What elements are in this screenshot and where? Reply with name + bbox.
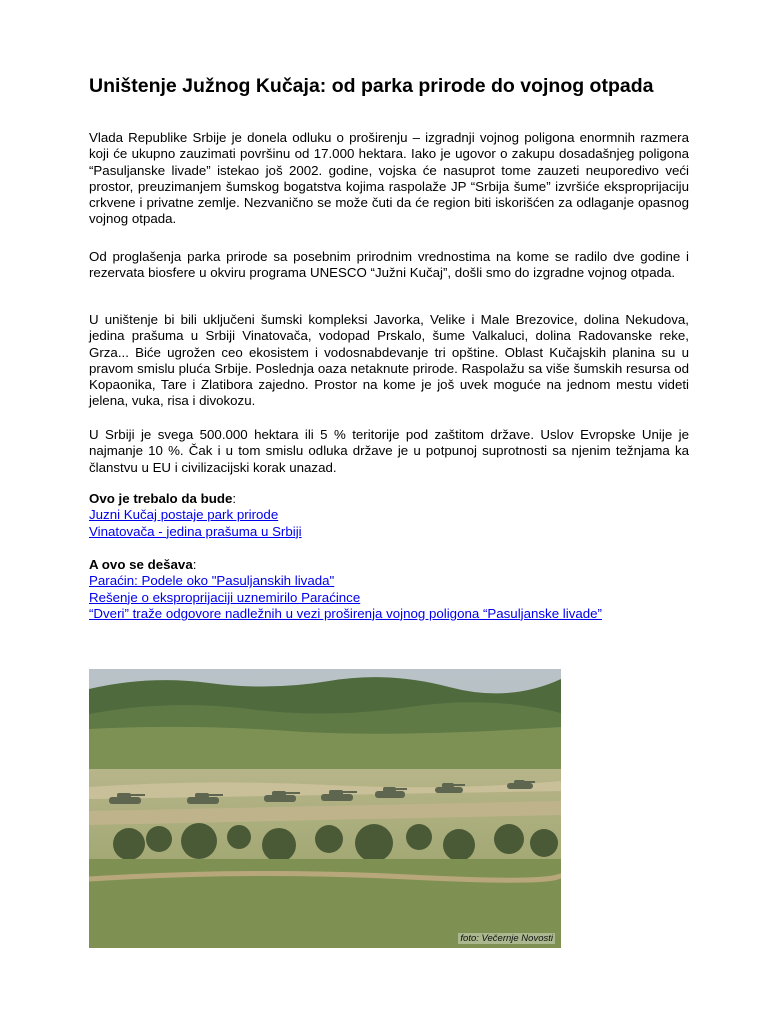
tanks-landscape-photo xyxy=(89,669,561,948)
section-should-be xyxy=(89,491,689,540)
section-happening xyxy=(89,557,689,622)
link-paracin-podele[interactable]: Paraćin: Podele oko "Pasuljanskih livada" xyxy=(89,573,335,589)
link-dveri-traze[interactable]: “Dveri” traže odgovore nadležnih u vezi proširenja vojnog poligona “Pasuljanske livade” xyxy=(89,605,602,621)
paragraph-4: U Srbiji je svega 500.000 hektara ili 5 % teritorije pod zaštitom države. Uslov Evropske Unije je najmanje 10 %. Čak i u tom smislu odluka države je u potpunoj suprotnosti sa njenim težnjama ka članstvu u EU i civilizacijski korak unazad. xyxy=(89,427,689,475)
section-heading-should-be: Ovo je trebalo da bude: xyxy=(89,491,237,506)
page-title: Uništenje Južnog Kučaja: od parka prirode do vojnog otpada xyxy=(89,75,654,97)
paragraph-2: Od proglašenja parka prirode sa posebnim prirodnim vrednostima na kome se radilo dve godine i rezervata biosfere u okviru programa UNESCO “Južni Kučaj”, došli smo do izgradne vojnog otpada. xyxy=(89,249,689,281)
link-resenje-eksproprijacija[interactable]: Rešenje o eksproprijaciji uznemirilo Paraćince xyxy=(89,589,361,605)
section-heading-happening: A ovo se dešava: xyxy=(89,557,197,572)
link-park-prirode[interactable]: Juzni Kučaj postaje park prirode xyxy=(89,507,279,523)
link-vinatovaca[interactable]: Vinatovača - jedina prašuma u Srbiji xyxy=(89,523,302,539)
paragraph-1: Vlada Republike Srbije je donela odluku o proširenju – izgradnji vojnog poligona enormnih razmera koji će ukupno zauzimati površinu od 17.000 hektara. Iako je ugovor o zakupu dosadašnjeg poligona “Pasuljanske livade” istekao još 2002. godine, vojska će nasuprot tome zauzeti neuporedivo veći prostor, preuzimanjem šumskog bogatstva kojima raspolaže JP “Srbija šume” izvršiće eksproprijaciju crkvene i privatne zemlje. Nezvanično se može čuti da će region biti iskorišćen za odlaganje opasnog vojnog otpada. xyxy=(89,130,689,227)
article xyxy=(89,72,689,621)
paragraph-3: U uništenje bi bili uključeni šumski kompleksi Javorka, Velike i Male Brezovice, dolina Nekudova, jedina prašuma u Srbiji Vinatovača, vodopad Prskalo, šume Valkaluci, dolina Radovanske reke, Grza... Biće ugrožen ceo ekosistem i vodosnabdevanje tri opštine. Oblast Kučajskih planina su u pravom smislu pluća Srbije. Poslednja oaza netaknute prirode. Raspolažu sa više šumskih resursa od Kopaonika, Tare i Zlatibora zajedno. Prostor na kome je još uvek moguće na jednom mestu videti jelena, vuka, risa i divokozu. xyxy=(89,312,689,409)
photo-caption: foto: Večernje Novosti xyxy=(460,933,553,944)
